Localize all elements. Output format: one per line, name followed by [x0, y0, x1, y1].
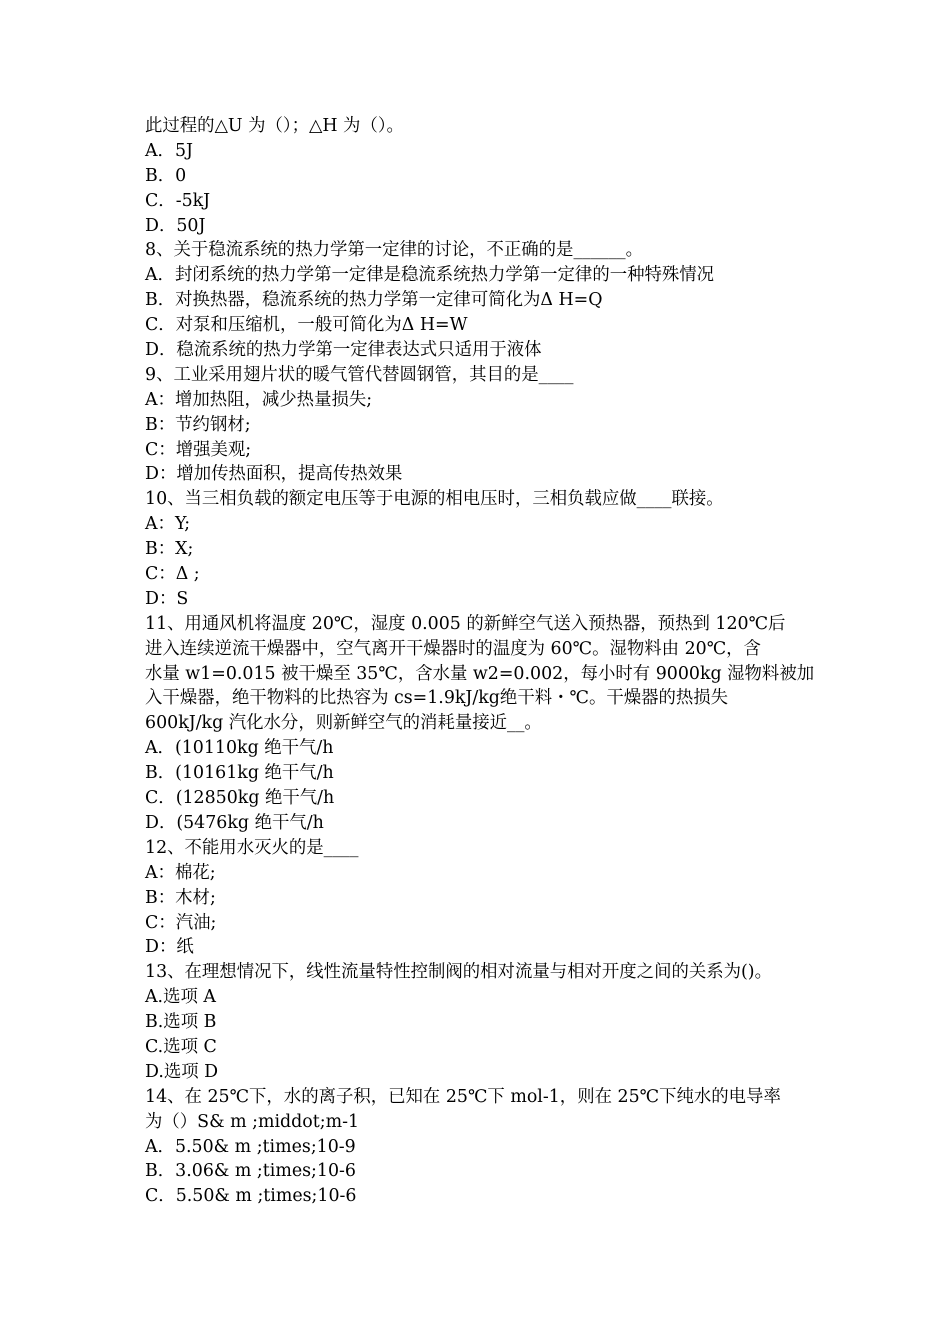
option-line: C．(12850kg 绝干气/h — [145, 788, 335, 809]
question-8: 8、关于稳流系统的热力学第一定律的讨论，不正确的是______。 — [145, 240, 644, 261]
question-9: 9、工业采用翅片状的暖气管代替圆钢管，其目的是____ — [145, 364, 574, 385]
question-11-continued: 水量 w1=0.015 被干燥至 35℃，含水量 w2=0.002，每小时有 9000kg 湿物料被加 — [145, 663, 815, 684]
option-line: A.选项 A — [145, 987, 216, 1008]
option-line: C．对泵和压缩机，一般可简化为Δ H=W — [145, 315, 468, 336]
text-line: 此过程的△U 为（）；△H 为（）。 — [145, 116, 404, 136]
question-14: 14、在 25℃下，水的离子积，已知在 25℃下 mol-1，则在 25℃下纯水的电导率 — [145, 1086, 781, 1107]
option-line: A：棉花; — [145, 862, 216, 883]
question-13: 13、在理想情况下，线性流量特性控制阀的相对流量与相对开度之间的关系为()。 — [145, 962, 772, 983]
option-line: C.选项 C — [145, 1036, 217, 1057]
option-line: D．(5476kg 绝干气/h — [145, 812, 324, 833]
option-line: A：Y; — [145, 514, 191, 535]
option-line: C．5.50& m ;times;10-6 — [145, 1186, 357, 1207]
question-12: 12、不能用水灭火的是____ — [145, 837, 359, 858]
option-line: A．5.50& m ;times;10-9 — [145, 1136, 356, 1157]
option-line: B．对换热器，稳流系统的热力学第一定律可简化为Δ H=Q — [145, 290, 603, 311]
question-11-continued: 进入连续逆流干燥器中，空气离开干燥器时的温度为 60℃。湿物料由 20℃，含 — [145, 638, 761, 659]
option-line: C．-5kJ — [145, 190, 211, 211]
question-14-continued: 为（）S& m ;middot;m-1 — [145, 1111, 360, 1132]
option-line: B：木材; — [145, 887, 216, 908]
option-line: B：节约钢材; — [145, 414, 251, 435]
option-line: B．0 — [145, 165, 187, 186]
question-11-continued: 600kJ/kg 汽化水分，则新鲜空气的消耗量接近__。 — [145, 713, 542, 734]
question-10: 10、当三相负载的额定电压等于电源的相电压时，三相负载应做____联接。 — [145, 489, 724, 510]
option-line: C：增强美观; — [145, 439, 252, 460]
option-line: D．50J — [145, 215, 206, 236]
question-11: 11、用通风机将温度 20℃，湿度 0.005 的新鲜空气送入预热器，预热到 120℃后 — [145, 613, 786, 634]
option-line: B．3.06& m ;times;10-6 — [145, 1161, 356, 1182]
option-line: D．稳流系统的热力学第一定律表达式只适用于液体 — [145, 340, 542, 361]
option-line: B：X; — [145, 539, 194, 560]
option-line: A：增加热阻，减少热量损失; — [145, 389, 373, 410]
option-line: D：S — [145, 588, 189, 609]
document-body — [145, 114, 815, 1209]
option-line: D.选项 D — [145, 1061, 219, 1082]
option-line: C：汽油; — [145, 912, 217, 933]
option-line: C：Δ ; — [145, 564, 200, 585]
option-line: B.选项 B — [145, 1012, 217, 1033]
option-line: D：纸 — [145, 937, 194, 958]
question-11-continued: 入干燥器，绝干物料的比热容为 cs=1.9kJ/kg绝干料・℃。干燥器的热损失 — [145, 688, 729, 709]
option-line: B．(10161kg 绝干气/h — [145, 763, 334, 784]
option-line: D：增加传热面积，提高传热效果 — [145, 464, 403, 485]
option-line: A．封闭系统的热力学第一定律是稳流系统热力学第一定律的一种特殊情况 — [145, 265, 715, 286]
option-line: A．5J — [145, 140, 193, 161]
option-line: A．(10110kg 绝干气/h — [145, 738, 334, 759]
